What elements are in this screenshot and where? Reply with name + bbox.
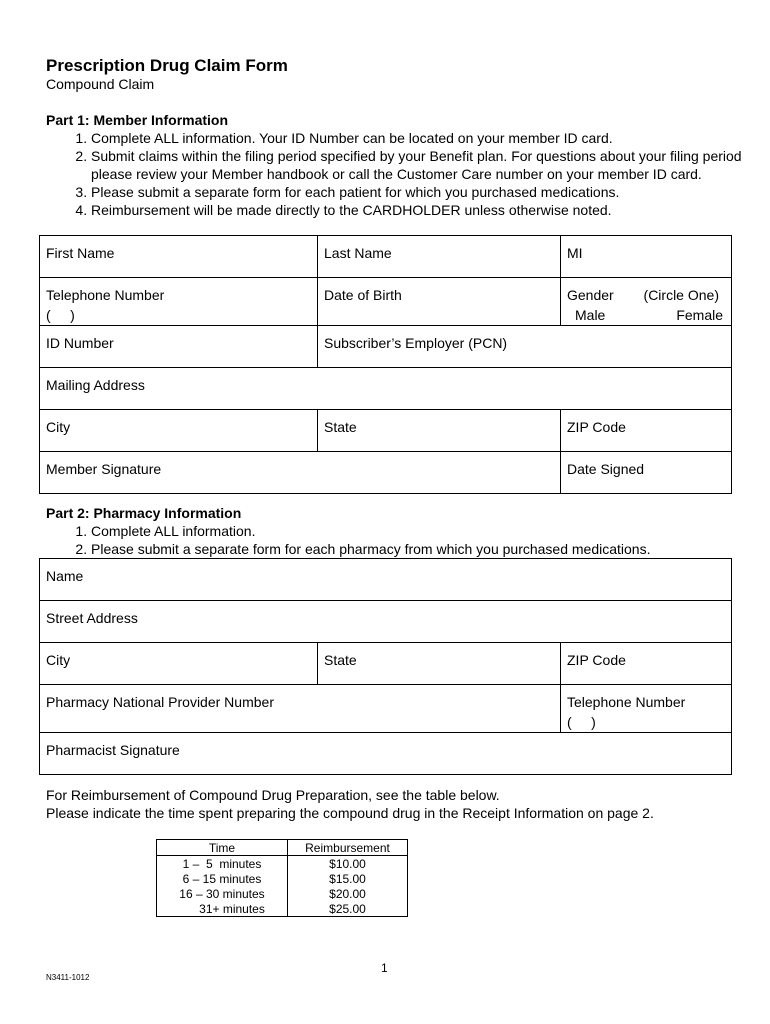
gender-label: Gender — [567, 287, 614, 303]
list-item: 2. Submit claims within the filing period specified by your Benefit plan. For questions about your filing period please review your Member handbook or call the Customer Care number on your member ID card. — [91, 147, 770, 183]
member-zip-label: ZIP Code — [567, 419, 626, 435]
member-zip-field[interactable] — [561, 410, 732, 452]
member-telephone-field[interactable] — [40, 278, 318, 326]
member-city-field[interactable] — [40, 410, 318, 452]
table-row — [157, 856, 408, 872]
gender-female-option[interactable]: Female — [676, 307, 723, 323]
time-cell: 6 – 15 minutes — [157, 871, 288, 886]
member-city-label: City — [46, 419, 71, 435]
pharmacy-state-label: State — [324, 652, 357, 668]
time-cell: 1 – 5 minutes — [157, 856, 288, 872]
form-subtitle: Compound Claim — [46, 76, 155, 92]
pharmacy-info-table — [39, 558, 732, 775]
amount-cell: $20.00 — [288, 886, 408, 901]
pharmacist-signature-label: Pharmacist Signature — [46, 742, 180, 758]
part2-heading: Part 2: Pharmacy Information — [46, 505, 242, 521]
member-signature-label: Member Signature — [46, 461, 162, 477]
id-number-field[interactable] — [40, 326, 318, 368]
amount-cell: $25.00 — [288, 901, 408, 917]
street-address-label: Street Address — [46, 610, 138, 626]
id-number-label: ID Number — [46, 335, 114, 351]
list-item: 2. Please submit a separate form for each pharmacy from which you purchased medications. — [91, 540, 770, 558]
part1-instructions — [46, 129, 770, 219]
pharmacy-telephone-label: Telephone Number — [567, 694, 686, 710]
member-info-table — [39, 235, 732, 494]
table-row — [157, 901, 408, 917]
dob-field[interactable] — [318, 278, 561, 326]
pharmacy-name-label: Name — [46, 568, 84, 584]
dob-label: Date of Birth — [324, 287, 402, 303]
pharmacy-city-field[interactable] — [40, 643, 318, 685]
form-code: N3411-1012 — [46, 973, 90, 982]
list-item: 3. Please submit a separate form for each patient for which you purchased medications. — [91, 183, 770, 201]
member-state-label: State — [324, 419, 357, 435]
gender-male-option[interactable]: Male — [575, 307, 606, 323]
first-name-field[interactable] — [40, 236, 318, 278]
reimbursement-column-header: Reimbursement — [288, 840, 408, 856]
page-number: 1 — [381, 961, 388, 975]
amount-cell: $15.00 — [288, 871, 408, 886]
mi-label: MI — [567, 245, 583, 261]
mailing-address-field[interactable] — [40, 368, 732, 410]
reimbursement-line-2: Please indicate the time spent preparing the compound drug in the Receipt Information on page 2. — [46, 805, 654, 821]
gender-field[interactable] — [561, 278, 732, 326]
list-item: 1. Complete ALL information. Your ID Number can be located on your member ID card. — [91, 129, 770, 147]
table-row — [157, 871, 408, 886]
employer-label: Subscriber’s Employer (PCN) — [324, 335, 508, 351]
list-item: 4. Reimbursement will be made directly to the CARDHOLDER unless otherwise noted. — [91, 201, 770, 219]
mi-field[interactable] — [561, 236, 732, 278]
pharmacy-city-label: City — [46, 652, 71, 668]
reimbursement-line-1: For Reimbursement of Compound Drug Preparation, see the table below. — [46, 787, 500, 803]
pharmacy-zip-field[interactable] — [561, 643, 732, 685]
pharmacy-telephone-area-code: ( ) — [567, 714, 596, 730]
pharmacist-signature-field[interactable] — [40, 733, 732, 775]
member-state-field[interactable] — [318, 410, 561, 452]
employer-field[interactable] — [318, 326, 732, 368]
first-name-label: First Name — [46, 245, 115, 261]
member-telephone-area-code: ( ) — [46, 307, 75, 323]
last-name-field[interactable] — [318, 236, 561, 278]
pharmacy-state-field[interactable] — [318, 643, 561, 685]
time-cell: 16 – 30 minutes — [157, 886, 288, 901]
mailing-address-label: Mailing Address — [46, 377, 145, 393]
pharmacy-zip-label: ZIP Code — [567, 652, 626, 668]
amount-cell: $10.00 — [288, 856, 408, 872]
npn-field[interactable] — [40, 685, 561, 733]
member-signature-field[interactable] — [40, 452, 561, 494]
circle-one-label: (Circle One) — [643, 287, 719, 303]
table-row — [157, 886, 408, 901]
street-address-field[interactable] — [40, 601, 732, 643]
pharmacy-telephone-field[interactable] — [561, 685, 732, 733]
member-telephone-label: Telephone Number — [46, 287, 165, 303]
pharmacy-name-field[interactable] — [40, 559, 732, 601]
list-item: 1. Complete ALL information. — [91, 522, 770, 540]
form-title: Prescription Drug Claim Form — [46, 56, 288, 75]
npn-label: Pharmacy National Provider Number — [46, 694, 274, 710]
part1-heading: Part 1: Member Information — [46, 112, 229, 128]
part2-instructions — [46, 522, 770, 558]
time-column-header: Time — [157, 840, 288, 856]
date-signed-label: Date Signed — [567, 461, 645, 477]
reimbursement-table — [156, 839, 408, 917]
time-cell: 31+ minutes — [157, 901, 288, 917]
last-name-label: Last Name — [324, 245, 392, 261]
date-signed-field[interactable] — [561, 452, 732, 494]
